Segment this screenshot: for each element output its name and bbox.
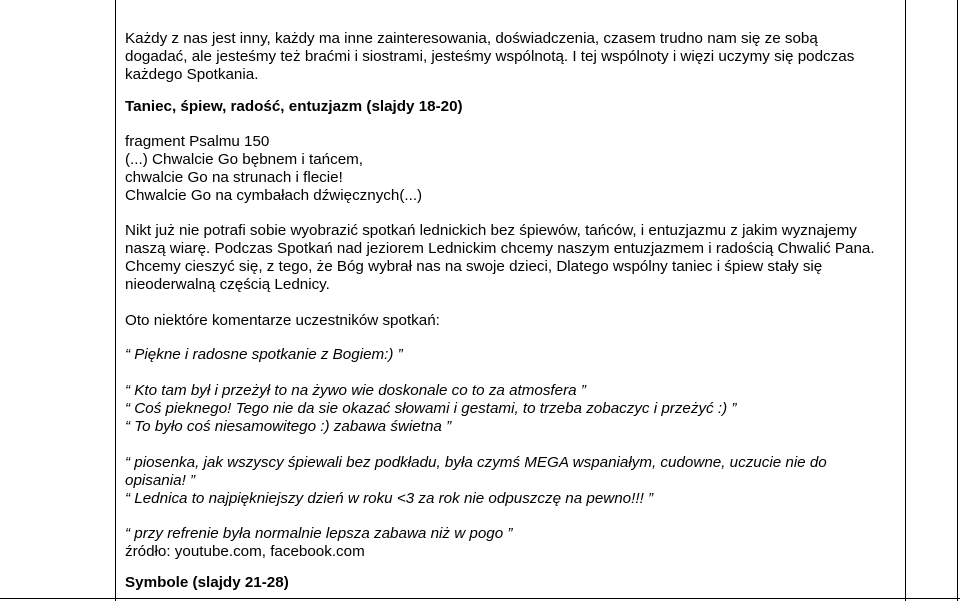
table-border-left [115,0,116,601]
quote-5-line-1: “ piosenka, jak wszyscy śpiewali bez podkładu, była czymś MEGA wspaniałym, cudowne, uczucie nie do [125,454,827,471]
para-line-3: Chcemy cieszyć się, z tego, że Bóg wybrał nas na swoje dzieci, Dlatego wspólny taniec i śpiew stały się [125,258,823,275]
section-heading-symbole: Symbole (slajdy 21-28) [125,574,289,591]
quote-5-line-2: opisania! ” [125,472,196,489]
psalm-line-4: Chwalcie Go na cymbałach dźwięcznych(...) [125,187,423,204]
para-line-4: nieoderwalną częścią Lednicy. [125,276,330,293]
quote-3: “ Coś pieknego! Tego nie da sie okazać słowami i gestami, to trzeba zobaczyc i przeżyć :) ” [125,400,737,417]
psalm-line-2: (...) Chwalcie Go bębnem i tańcem, [125,151,364,168]
quote-4: “ To było coś niesamowitego :) zabawa świetna ” [125,418,452,435]
comments-intro: Oto niektóre komentarze uczestników spotkań: [125,312,440,329]
intro-line-2: dogadać, ale jesteśmy też braćmi i siostrami, jesteśmy wspólnotą. I tej wspólnoty i więzi uczymy się podczas [125,48,855,65]
para-line-2: naszą wiarę. Podczas Spotkań nad jeziorem Lednickim chcemy naszym entuzjazmem i radością Chwalić Pana. [125,240,875,257]
quote-1: “ Piękne i radosne spotkanie z Bogiem:) ” [125,346,403,363]
intro-line-1: Każdy z nas jest inny, każdy ma inne zainteresowania, doświadczenia, czasem trudno nam się ze sobą [125,30,818,47]
quote-7: “ przy refrenie była normalnie lepsza zabawa niż w pogo ” [125,525,513,542]
quote-6: “ Lednica to najpiękniejszy dzień w roku <3 za rok nie odpuszczę na pewno!!! ” [125,490,654,507]
para-line-1: Nikt już nie potrafi sobie wyobrazić spotkań lednickich bez śpiewów, tańców, i entuzjazmu z jakim wyznajemy [125,222,857,239]
table-border-bottom [0,598,960,599]
table-border-right [905,0,906,601]
quote-2: “ Kto tam był i przeżył to na żywo wie doskonale co to za atmosfera ” [125,382,586,399]
intro-line-3: każdego Spotkania. [125,66,259,83]
psalm-line-3: chwalcie Go na strunach i flecie! [125,169,343,186]
section-heading-taniec: Taniec, śpiew, radość, entuzjazm (slajdy 18-20) [125,98,463,115]
psalm-line-1: fragment Psalmu 150 [125,133,270,150]
table-border-outer [957,0,958,601]
source-line: źródło: youtube.com, facebook.com [125,543,365,560]
